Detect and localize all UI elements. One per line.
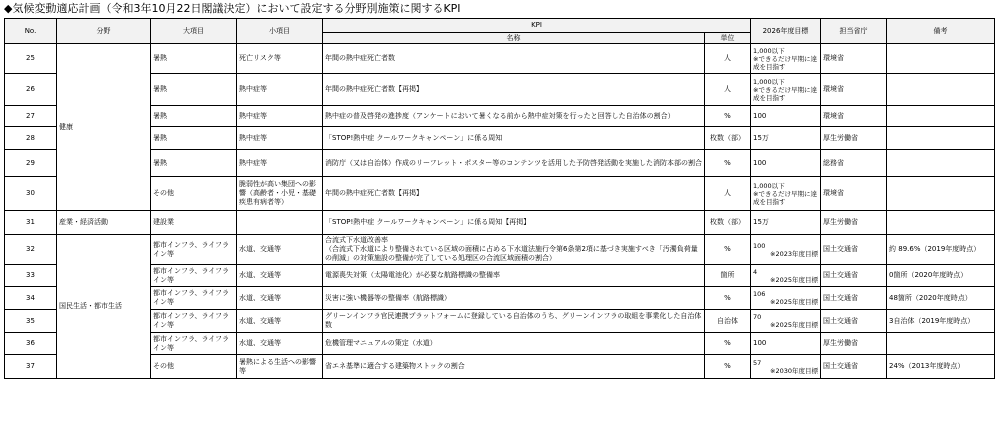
row-no: 30 <box>5 177 57 211</box>
row-major: 都市インフラ、ライフライン等 <box>151 287 237 310</box>
header-no: No. <box>5 19 57 44</box>
table-row <box>5 355 995 379</box>
row-target <box>751 287 821 310</box>
row-minor: 熱中症等 <box>237 74 323 106</box>
table-row <box>5 211 995 235</box>
target-value: 70 <box>753 313 762 321</box>
row-remarks <box>887 150 995 177</box>
header-unit: 単位 <box>705 33 751 44</box>
row-ministry: 国土交通省 <box>821 287 887 310</box>
header-field: 分野 <box>57 19 151 44</box>
row-no: 25 <box>5 44 57 74</box>
target-year: ※2030年度目標 <box>770 366 819 375</box>
row-name: 年間の熱中症死亡者数【再掲】 <box>323 177 705 211</box>
row-target: 100 <box>751 333 821 355</box>
table-row <box>5 177 995 211</box>
header-minor: 小項目 <box>237 19 323 44</box>
row-ministry: 国土交通省 <box>821 310 887 333</box>
field-cell: 産業・経済活動 <box>57 211 151 235</box>
row-unit: % <box>705 106 751 127</box>
row-major: その他 <box>151 355 237 379</box>
row-major: 都市インフラ、ライフライン等 <box>151 265 237 287</box>
row-minor: 水道、交通等 <box>237 310 323 333</box>
row-target: 15万 <box>751 127 821 150</box>
row-remarks: 3自治体（2019年度時点） <box>887 310 995 333</box>
row-ministry: 国土交通省 <box>821 235 887 265</box>
row-minor: 熱中症等 <box>237 150 323 177</box>
row-ministry: 環境省 <box>821 177 887 211</box>
row-minor: 脆弱性が高い集団への影響（高齢者・小児・基礎疾患有病者等） <box>237 177 323 211</box>
row-name: 危機管理マニュアルの策定（水道） <box>323 333 705 355</box>
table-row <box>5 310 995 333</box>
target-year: ※2025年度目標 <box>770 275 819 284</box>
row-no: 32 <box>5 235 57 265</box>
table-row <box>5 235 995 265</box>
row-ministry: 国土交通省 <box>821 355 887 379</box>
row-remarks <box>887 44 995 74</box>
row-name: グリーンインフラ官民連携プラットフォームに登録している自治体のうち、グリーンインフラの取組を事業化した自治体数 <box>323 310 705 333</box>
row-major: 都市インフラ、ライフライン等 <box>151 235 237 265</box>
page-title: ◆気候変動適応計画（令和3年10月22日閣議決定）において設定する分野別施策に関するKPI <box>4 2 461 15</box>
row-major: 都市インフラ、ライフライン等 <box>151 333 237 355</box>
row-no: 26 <box>5 74 57 106</box>
row-target: 100 <box>751 106 821 127</box>
row-name: 年間の熱中症死亡者数 <box>323 44 705 74</box>
row-no: 37 <box>5 355 57 379</box>
row-unit: % <box>705 333 751 355</box>
row-no: 36 <box>5 333 57 355</box>
row-unit: 枚数（部） <box>705 211 751 235</box>
row-ministry: 環境省 <box>821 74 887 106</box>
row-remarks <box>887 333 995 355</box>
row-target: 1,000以下 ※できるだけ早期に達成を目指す <box>751 44 821 74</box>
row-name: 消防庁（又は自治体）作成のリーフレット・ポスター等のコンテンツを活用した予防啓発活動を実施した消防本部の割合 <box>323 150 705 177</box>
target-year: ※2025年度目標 <box>770 298 819 306</box>
row-remarks: 0箇所（2020年度時点） <box>887 265 995 287</box>
row-ministry: 厚生労働省 <box>821 127 887 150</box>
row-ministry: 環境省 <box>821 106 887 127</box>
row-minor: 熱中症等 <box>237 127 323 150</box>
row-no: 35 <box>5 310 57 333</box>
row-target: 15万 <box>751 211 821 235</box>
row-ministry: 厚生労働省 <box>821 333 887 355</box>
row-unit: 人 <box>705 44 751 74</box>
row-major: 建設業 <box>151 211 237 235</box>
row-minor: 死亡リスク等 <box>237 44 323 74</box>
header-kpi: KPI <box>323 19 751 33</box>
table-row <box>5 127 995 150</box>
row-name: 電源喪失対策（太陽電池化）が必要な航路標識の整備率 <box>323 265 705 287</box>
header-name: 名称 <box>323 33 705 44</box>
row-minor: 水道、交通等 <box>237 235 323 265</box>
table-row <box>5 74 995 106</box>
row-no: 33 <box>5 265 57 287</box>
row-unit: % <box>705 355 751 379</box>
row-ministry: 厚生労働省 <box>821 211 887 235</box>
row-major: 暑熱 <box>151 44 237 74</box>
row-major: 都市インフラ、ライフライン等 <box>151 310 237 333</box>
row-no: 31 <box>5 211 57 235</box>
row-remarks <box>887 106 995 127</box>
table-row <box>5 150 995 177</box>
target-value: 106 <box>753 290 766 298</box>
row-major: 暑熱 <box>151 74 237 106</box>
row-unit: 自治体 <box>705 310 751 333</box>
target-value: 100 <box>753 241 766 250</box>
header-ministry: 担当省庁 <box>821 19 887 44</box>
header-target: 2026年度目標 <box>751 19 821 44</box>
row-name: 合流式下水道改善率 （合流式下水道により整備されている区域の面積に占める下水道法施行令第6条第2項に基づき実施すべき「汚濁負荷量の削減」の対策施設の整備が完了している処理区の合流区域面積の割合） <box>323 235 705 265</box>
table-row <box>5 287 995 310</box>
row-name: 「STOP!熱中症 クールワークキャンペーン」に係る周知 <box>323 127 705 150</box>
kpi-table <box>4 18 995 379</box>
row-minor: 水道、交通等 <box>237 333 323 355</box>
row-unit: 人 <box>705 74 751 106</box>
row-remarks <box>887 177 995 211</box>
table-row <box>5 265 995 287</box>
row-major: 暑熱 <box>151 150 237 177</box>
target-year: ※2023年度目標 <box>770 249 819 258</box>
row-major: 暑熱 <box>151 127 237 150</box>
row-unit: % <box>705 150 751 177</box>
row-no: 29 <box>5 150 57 177</box>
row-target: 1,000以下 ※できるだけ早期に達成を目指す <box>751 177 821 211</box>
row-unit: 人 <box>705 177 751 211</box>
row-remarks <box>887 74 995 106</box>
row-minor: 熱中症等 <box>237 106 323 127</box>
header-major: 大項目 <box>151 19 237 44</box>
field-cell: 健康 <box>57 44 151 211</box>
row-name: 「STOP!熱中症 クールワークキャンペーン」に係る周知【再掲】 <box>323 211 705 235</box>
row-major: その他 <box>151 177 237 211</box>
header-remarks: 備考 <box>887 19 995 44</box>
table-row <box>5 106 995 127</box>
row-name: 災害に強い機器等の整備率（航路標識） <box>323 287 705 310</box>
row-minor: 水道、交通等 <box>237 287 323 310</box>
row-major: 暑熱 <box>151 106 237 127</box>
row-remarks: 48箇所（2020年度時点） <box>887 287 995 310</box>
table-row <box>5 333 995 355</box>
row-no: 28 <box>5 127 57 150</box>
row-target: 1,000以下 ※できるだけ早期に達成を目指す <box>751 74 821 106</box>
row-name: 熱中症の普及啓発の進捗度（アンケートにおいて暑くなる前から熱中症対策を行ったと回答した自治体の割合） <box>323 106 705 127</box>
table-row <box>5 44 995 74</box>
row-no: 27 <box>5 106 57 127</box>
row-unit: % <box>705 235 751 265</box>
row-remarks <box>887 211 995 235</box>
row-remarks: 24%（2013年度時点） <box>887 355 995 379</box>
target-year: ※2025年度目標 <box>770 321 819 329</box>
row-target <box>751 265 821 287</box>
row-ministry: 環境省 <box>821 44 887 74</box>
row-remarks <box>887 127 995 150</box>
row-remarks: 約 89.6%（2019年度時点） <box>887 235 995 265</box>
target-value: 4 <box>753 267 758 276</box>
row-unit: 枚数（部） <box>705 127 751 150</box>
row-minor <box>237 211 323 235</box>
row-no: 34 <box>5 287 57 310</box>
row-ministry: 国土交通省 <box>821 265 887 287</box>
row-unit: 箇所 <box>705 265 751 287</box>
row-target <box>751 235 821 265</box>
row-ministry: 総務省 <box>821 150 887 177</box>
row-minor: 水道、交通等 <box>237 265 323 287</box>
row-name: 年間の熱中症死亡者数【再掲】 <box>323 74 705 106</box>
field-cell: 国民生活・都市生活 <box>57 235 151 379</box>
row-minor: 暑熱による生活への影響等 <box>237 355 323 379</box>
row-name: 省エネ基準に適合する建築物ストックの割合 <box>323 355 705 379</box>
row-target: 100 <box>751 150 821 177</box>
row-target <box>751 355 821 379</box>
row-target <box>751 310 821 333</box>
target-value: 57 <box>753 358 762 367</box>
row-unit: % <box>705 287 751 310</box>
